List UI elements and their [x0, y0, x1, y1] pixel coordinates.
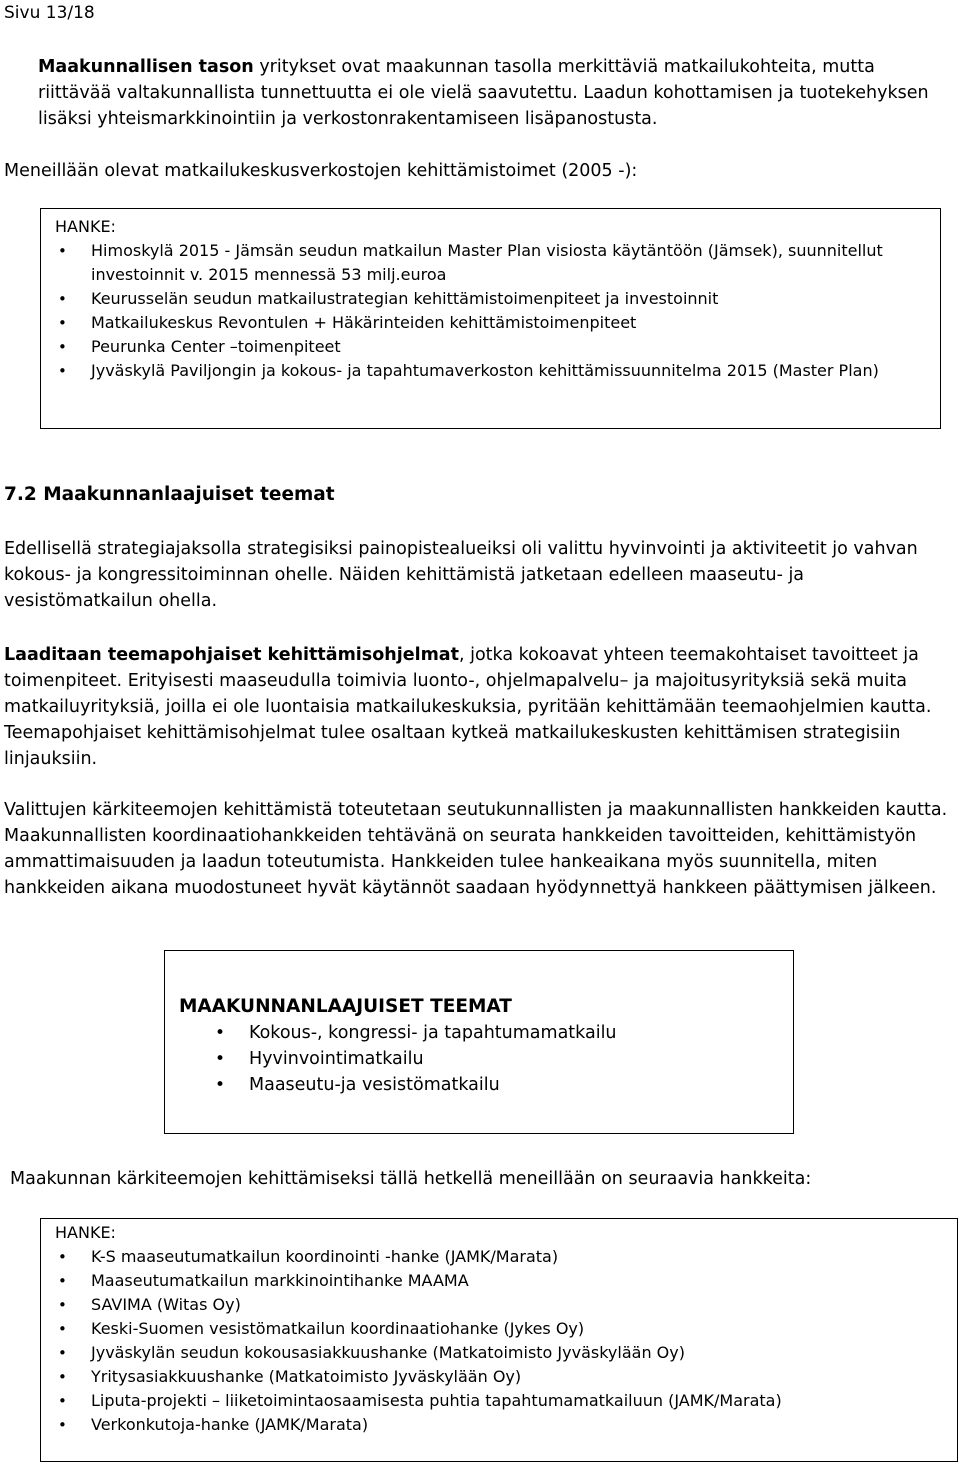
- paragraph-strategy: Edellisellä strategiajaksolla strategisiksi painopistealueiksi oli valittu hyvinvointi ja aktiviteetit jo vahvan kokous- ja kongressitoiminnan ohelle. Näiden kehittämistä jatketaan edelleen maaseutu- ja vesistömatkailun ohella.: [4, 539, 918, 611]
- list-item: • SAVIMA (Witas Oy): [55, 1293, 943, 1317]
- ongoing-measures-lead: Meneillään olevat matkailukeskusverkostojen kehittämistoimet (2005 -):: [4, 161, 638, 181]
- intro-paragraph: [38, 54, 948, 132]
- paragraph-implementation: Valittujen kärkiteemojen kehittämistä toteutetaan seutukunnallisten ja maakunnallisten hankkeiden kautta. Maakunnallisten koordinaatiohankkeiden tehtävänä on seurata hankkeiden tavoitteiden, kehittämistyön ammattimaisuuden ja laadun toteutumista. Hankkeiden tulee hankeaikana myös suunnitella, miten hankkeiden aikana muodostuneet hyvät käytännöt saadaan hyödynnettyä hankkeen päättymisen jälkeen.: [4, 800, 948, 898]
- list-item: • Maaseutumatkailun markkinointihanke MAAMA: [55, 1269, 943, 1293]
- list-item: • Keurusselän seudun matkailustrategian kehittämistoimenpiteet ja investoinnit: [55, 287, 926, 311]
- list-item: • Liputa-projekti – liiketoimintaosaamisesta puhtia tapahtumamatkailuun (JAMK/Marata): [55, 1389, 943, 1413]
- list-item: • Jyväskylän seudun kokousasiakkuushanke (Matkatoimisto Jyväskylään Oy): [55, 1341, 943, 1365]
- ongoing-projects-box-title: HANKE:: [55, 217, 116, 236]
- list-item: • Himoskylä 2015 - Jämsän seudun matkailun Master Plan visiosta käytäntöön (Jämsek), suunnitellut investoinnit v. 2015 mennessä 53 milj.euroa: [55, 239, 926, 287]
- section-heading: 7.2 Maakunnanlaajuiset teemat: [4, 484, 335, 505]
- list-item: • Hyvinvointimatkailu: [179, 1046, 793, 1072]
- intro-text: yritykset ovat maakunnan tasolla merkittäviä matkailukohteita, mutta riittävää valtakunnallista tunnettuutta ei ole vielä saavutettu. Laadun kohottamisen ja tuotekehyksen lisäksi yhteismarkkinointiin ja verkostonrakentamiseen lisäpanostusta.: [38, 57, 929, 129]
- paragraph-theme-programs-bold: Laaditaan teemapohjaiset kehittämisohjelmat: [4, 645, 459, 665]
- paragraph-theme-programs: [4, 642, 954, 772]
- list-item: • Matkailukeskus Revontulen + Häkärinteiden kehittämistoimenpiteet: [55, 311, 926, 335]
- current-projects-box-title: HANKE:: [55, 1223, 116, 1242]
- list-item: • Yritysasiakkuushanke (Matkatoimisto Jyväskylään Oy): [55, 1365, 943, 1389]
- page-number: Sivu 13/18: [4, 3, 95, 23]
- themes-box: [164, 950, 794, 1134]
- list-item: • Maaseutu-ja vesistömatkailu: [179, 1072, 793, 1098]
- ongoing-projects-box: [40, 208, 941, 429]
- themes-box-title: MAAKUNNANLAAJUISET TEEMAT: [179, 996, 512, 1017]
- paragraph-theme-programs-text: , jotka kokoavat yhteen teemakohtaiset tavoitteet ja toimenpiteet. Erityisesti maaseudulla toimivia luonto-, ohjelmapalvelu– ja majoitusyrityksiä sekä muita matkailuyrityksiä, joilla ei ole luontaisia matkailukeskuksia, pyritään kehittämään teemaohjelmien kautta. Teemapohjaiset kehittämisohjelmat tulee osaltaan kytkeä matkailukeskusten kehittämisen strategisiin linjauksiin.: [4, 645, 932, 769]
- list-item: • Jyväskylä Paviljongin ja kokous- ja tapahtumaverkoston kehittämissuunnitelma 2015 (Master Plan): [55, 359, 926, 383]
- list-item: • Kokous-, kongressi- ja tapahtumamatkailu: [179, 1020, 793, 1046]
- list-item: • Peurunka Center –toimenpiteet: [55, 335, 926, 359]
- list-item: • Verkonkutoja-hanke (JAMK/Marata): [55, 1413, 943, 1437]
- current-projects-box: [40, 1218, 958, 1462]
- themes-list: [179, 1020, 793, 1098]
- intro-bold-lead: Maakunnallisen tason: [38, 57, 254, 77]
- current-projects-list: [55, 1245, 943, 1437]
- paragraph-current-projects-lead: Maakunnan kärkiteemojen kehittämiseksi tällä hetkellä meneillään on seuraavia hankkeita:: [10, 1169, 812, 1189]
- list-item: • K-S maaseutumatkailun koordinointi -hanke (JAMK/Marata): [55, 1245, 943, 1269]
- ongoing-projects-list: [55, 239, 926, 383]
- list-item: • Keski-Suomen vesistömatkailun koordinaatiohanke (Jykes Oy): [55, 1317, 943, 1341]
